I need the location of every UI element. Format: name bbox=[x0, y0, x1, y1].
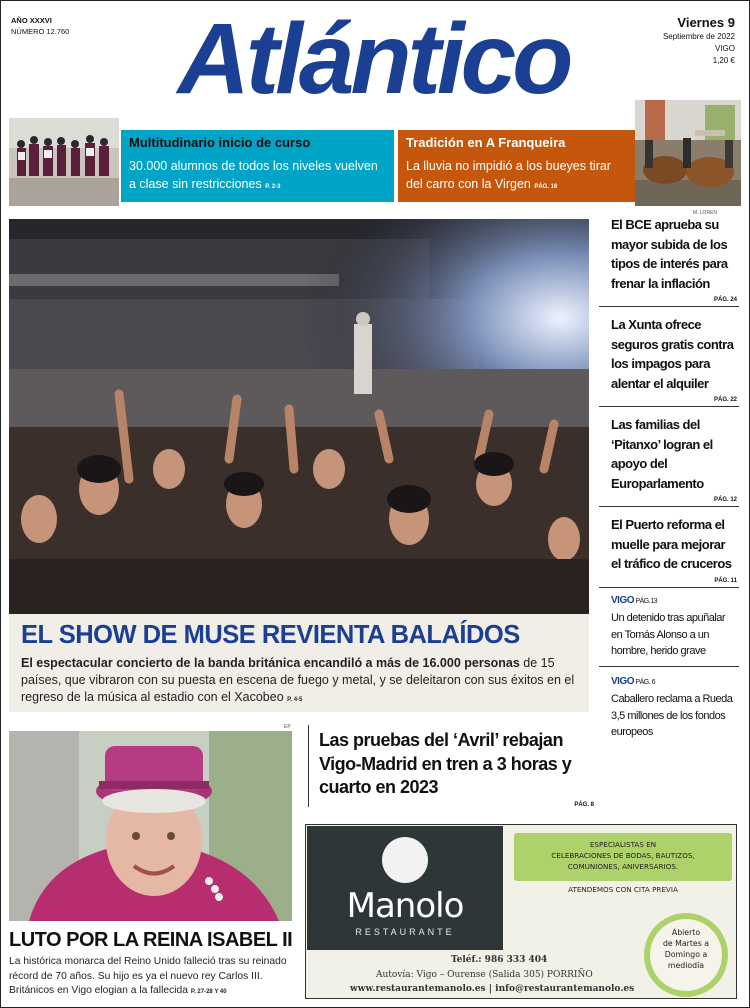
brief-item[interactable]: Las familias del ‘Pitanxo’ logran el apoyo del Europarlamento PÁG. 12 bbox=[599, 407, 739, 507]
avril-page: PÁG. 8 bbox=[574, 801, 594, 808]
ad-hours-badge: Abierto de Martes a Domingo a mediodía bbox=[644, 913, 728, 997]
photo-credit: M. LOREN bbox=[692, 210, 717, 216]
issue-number: NÚMERO 12.760 bbox=[11, 27, 70, 36]
queen-headline[interactable]: LUTO POR LA REINA ISABEL II bbox=[9, 929, 293, 951]
teaser-page: P. 2-3 bbox=[265, 184, 281, 190]
brief-item[interactable]: El Puerto reforma el muelle para mejorar el tráfico de cruceros PÁG. 11 bbox=[599, 507, 739, 588]
section-tag: VIGO bbox=[611, 594, 635, 606]
issue-day: Viernes 9 bbox=[677, 15, 735, 30]
school-teaser[interactable] bbox=[121, 130, 394, 202]
teaser-text: La lluvia no impidió a los bueyes tirar del carro con la Virgen PÁG. 16 bbox=[406, 159, 611, 191]
ad-subtitle: RESTAURANTE bbox=[355, 927, 455, 937]
brief-item[interactable]: La Xunta ofrece seguros gratis contra los impagos para alentar el alquiler PÁG. 22 bbox=[599, 307, 739, 407]
issue-year: AÑO XXXVI bbox=[11, 16, 52, 25]
photo-credit: EP bbox=[284, 724, 291, 730]
teaser-page: PÁG. 16 bbox=[534, 184, 558, 190]
ad-phone: Teléf.: 986 333 404 bbox=[451, 955, 548, 965]
main-lead: El espectacular concierto de la banda británica encandiló a más de 16.000 personas de 15 países, que vibraron con su puesta en escena de fuego y metal, y se deleitaron con sus éxitos en el regreso de la música al estadio con el Xacobeo P. 4-5 bbox=[21, 656, 575, 704]
teaser-text: 30.000 alumnos de todos los niveles vuelven a clase sin restricciones P. 2-3 bbox=[129, 159, 378, 191]
restaurant-ad[interactable] bbox=[305, 824, 737, 999]
issue-info bbox=[11, 15, 69, 37]
queen-text: La histórica monarca del Reino Unido falleció tras su reinado récord de 70 años. Su hijo es ya el nuevo rey Carlos III. Británicos en Vigo elogian a la fallecida P. 27-28 Y 40 bbox=[9, 956, 287, 996]
main-page: P. 4-5 bbox=[287, 697, 303, 703]
queen-photo[interactable] bbox=[9, 731, 292, 921]
section-tag: VIGO bbox=[611, 675, 635, 687]
date-info bbox=[663, 15, 735, 67]
ad-appointment: ATENDEMOS CON CITA PREVIA bbox=[568, 885, 678, 894]
concert-photo[interactable] bbox=[9, 219, 589, 614]
teaser-title: Multitudinario inicio de curso bbox=[129, 135, 311, 150]
issue-month: Septiembre de 2022 bbox=[662, 32, 735, 41]
main-headline[interactable]: EL SHOW DE MUSE REVIENTA BALAÍDOS bbox=[21, 621, 520, 649]
oxen-photo[interactable] bbox=[635, 100, 741, 206]
avril-story[interactable] bbox=[308, 725, 598, 807]
ad-name: Manolo bbox=[346, 886, 464, 926]
issue-city: VIGO bbox=[714, 44, 735, 53]
news-briefs bbox=[599, 211, 739, 744]
newspaper-logo[interactable]: Atlántico bbox=[177, 3, 570, 115]
franqueira-teaser[interactable] bbox=[398, 130, 636, 202]
restaurant-logo-icon bbox=[307, 826, 503, 886]
teaser-row bbox=[9, 118, 741, 206]
ad-website[interactable]: www.restaurantemanolo.es | info@restaurantemanolo.es bbox=[350, 984, 635, 994]
issue-price: 1,20 € bbox=[712, 56, 735, 65]
ad-logo-panel bbox=[307, 826, 503, 950]
ad-specialties: ESPECIALISTAS EN CELEBRACIONES DE BODAS, BAUTIZOS, COMUNIONES, ANIVERSARIOS. bbox=[514, 833, 732, 881]
school-photo[interactable] bbox=[9, 118, 119, 206]
brief-item[interactable]: VIGO PÁG.13 Un detenido tras apuñalar en Tomás Alonso a un hombre, herido grave bbox=[599, 588, 739, 667]
teaser-title: Tradición en A Franqueira bbox=[406, 135, 566, 150]
avril-headline: Las pruebas del ‘Avril’ rebajan Vigo-Madrid en tren a 3 horas y cuarto en 2023 bbox=[319, 730, 572, 797]
main-story[interactable] bbox=[9, 614, 589, 712]
brief-item[interactable]: El BCE aprueba su mayor subida de los tipos de interés para frenar la inflación PÁG. 24 bbox=[599, 211, 739, 307]
ad-address: Autovía: Vigo – Ourense (Salida 305) PORRIÑO bbox=[376, 970, 593, 980]
brief-item[interactable]: VIGO PÁG. 6 Caballero reclama a Rueda 3,5 millones de los fondos europeos bbox=[611, 675, 733, 738]
